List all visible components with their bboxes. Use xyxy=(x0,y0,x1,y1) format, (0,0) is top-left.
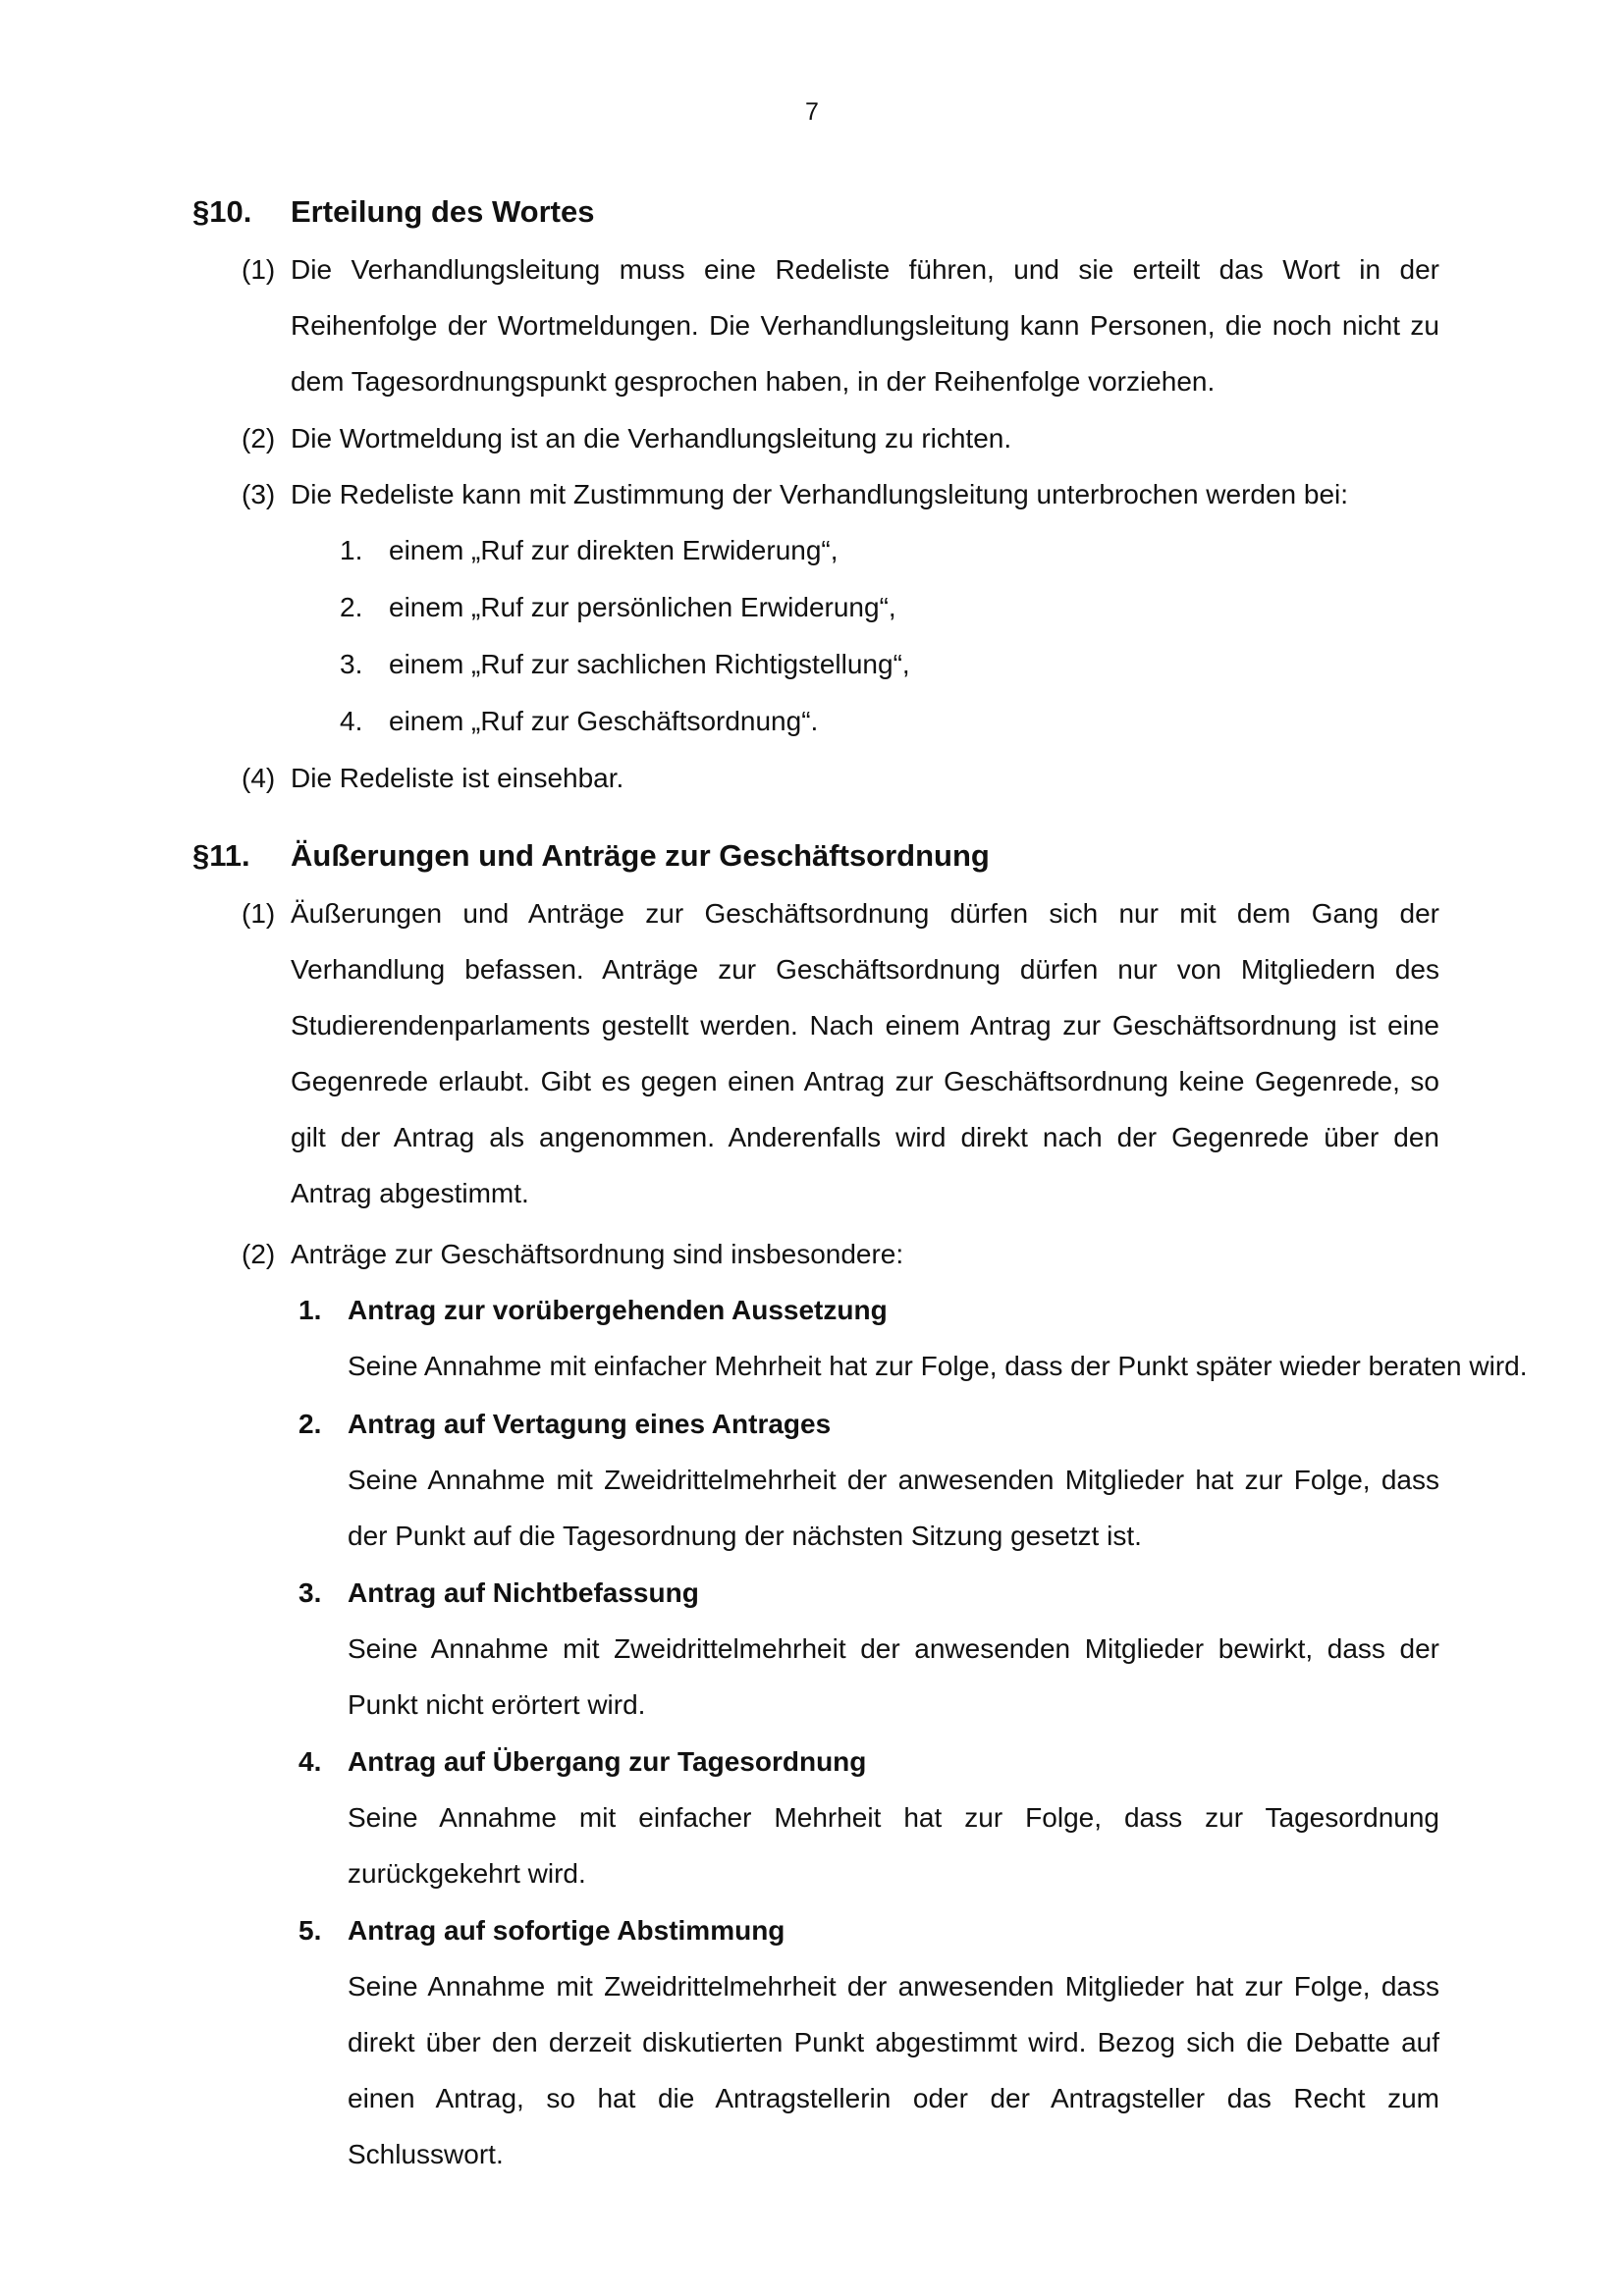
list-item-text: einem „Ruf zur persönlichen Erwiderung“, xyxy=(389,592,896,622)
list-item-number: 3. xyxy=(340,649,363,679)
section-number: §11. xyxy=(192,838,250,873)
motion-number: 4. xyxy=(298,1746,322,1777)
paragraph-number: (2) xyxy=(242,423,276,454)
motion-title: Antrag auf Übergang zur Tagesordnung xyxy=(348,1746,867,1777)
paragraph xyxy=(242,466,1439,522)
paragraph-text: Anträge zur Geschäftsordnung sind insbesondere: xyxy=(291,1239,904,1269)
paragraph xyxy=(242,750,1439,806)
section-title: Erteilung des Wortes xyxy=(291,194,595,229)
motion-item xyxy=(298,1902,1439,2182)
motion-description: Seine Annahme mit Zweidrittelmehrheit der anwesenden Mitglieder hat zur Folge, dass direkt über den derzeit diskutierten Punkt abgestimmt wird. Bezog sich die Debatte auf einen Antrag, so hat die Antragstellerin oder der Antragsteller das Recht zum Schlusswort. xyxy=(348,1971,1439,2169)
motion-description: Seine Annahme mit Zweidrittelmehrheit der anwesenden Mitglieder hat zur Folge, dass der Punkt auf die Tagesordnung der nächsten Sitzung gesetzt ist. xyxy=(348,1465,1439,1551)
paragraph-text: Die Verhandlungsleitung muss eine Redeliste führen, und sie erteilt das Wort in der Reihenfolge der Wortmeldungen. Die Verhandlungsleitung kann Personen, die noch nicht zu dem Tagesordnungspunkt gesprochen haben, in der Reihenfolge vorziehen. xyxy=(291,254,1439,397)
motion-number: 1. xyxy=(298,1295,322,1325)
motion-title: Antrag auf Vertagung eines Antrages xyxy=(348,1409,832,1439)
motion-item xyxy=(298,1734,1439,1901)
paragraph xyxy=(242,241,1439,409)
motion-item xyxy=(298,1396,1439,1564)
motion-description: Seine Annahme mit Zweidrittelmehrheit der anwesenden Mitglieder bewirkt, dass der Punkt nicht erörtert wird. xyxy=(348,1633,1439,1720)
paragraph-text: Äußerungen und Anträge zur Geschäftsordnung dürfen sich nur mit dem Gang der Verhandlung befassen. Anträge zur Geschäftsordnung dürfen nur von Mitgliedern des Studierendenparlaments gestellt werden. Nach einem Antrag zur Geschäftsordnung ist eine Gegenrede erlaubt. Gibt es gegen einen Antrag zur Geschäftsordnung keine Gegenrede, so gilt der Antrag als angenommen. Anderenfalls wird direkt nach der Gegenrede über den Antrag abgestimmt. xyxy=(291,898,1439,1208)
paragraph xyxy=(242,410,1439,466)
motion-item xyxy=(298,1282,1528,1394)
motion-title: Antrag auf sofortige Abstimmung xyxy=(348,1915,785,1946)
section-number: §10. xyxy=(192,194,252,229)
motion-number: 2. xyxy=(298,1409,322,1439)
paragraph-number: (1) xyxy=(242,898,276,929)
motion-number: 3. xyxy=(298,1577,322,1608)
paragraph-number: (1) xyxy=(242,254,276,285)
paragraph-text: Die Redeliste kann mit Zustimmung der Verhandlungsleitung unterbrochen werden bei: xyxy=(291,479,1349,509)
list-item-text: einem „Ruf zur direkten Erwiderung“, xyxy=(389,535,839,565)
paragraph xyxy=(242,885,1439,1221)
section-title: Äußerungen und Anträge zur Geschäftsordnung xyxy=(291,838,990,873)
motion-number: 5. xyxy=(298,1915,322,1946)
list-item-text: einem „Ruf zur Geschäftsordnung“. xyxy=(389,706,819,736)
motion-description: Seine Annahme mit einfacher Mehrheit hat zur Folge, dass zur Tagesordnung zurückgekehrt wird. xyxy=(348,1802,1439,1889)
motion-description: Seine Annahme mit einfacher Mehrheit hat zur Folge, dass der Punkt später wieder beraten wird. xyxy=(348,1351,1528,1381)
paragraph-number: (4) xyxy=(242,763,276,793)
motion-title: Antrag auf Nichtbefassung xyxy=(348,1577,699,1608)
paragraph xyxy=(242,1226,1439,1282)
motion-item xyxy=(298,1565,1439,1733)
list-item-number: 4. xyxy=(340,706,363,736)
paragraph-number: (3) xyxy=(242,479,276,509)
page-number: 7 xyxy=(805,98,819,126)
list-item-number: 1. xyxy=(340,535,363,565)
list-item-number: 2. xyxy=(340,592,363,622)
motion-title: Antrag zur vorübergehenden Aussetzung xyxy=(348,1295,888,1325)
paragraph-text: Die Wortmeldung ist an die Verhandlungsleitung zu richten. xyxy=(291,423,1012,454)
list-item-text: einem „Ruf zur sachlichen Richtigstellung“, xyxy=(389,649,910,679)
paragraph-number: (2) xyxy=(242,1239,276,1269)
paragraph-text: Die Redeliste ist einsehbar. xyxy=(291,763,624,793)
